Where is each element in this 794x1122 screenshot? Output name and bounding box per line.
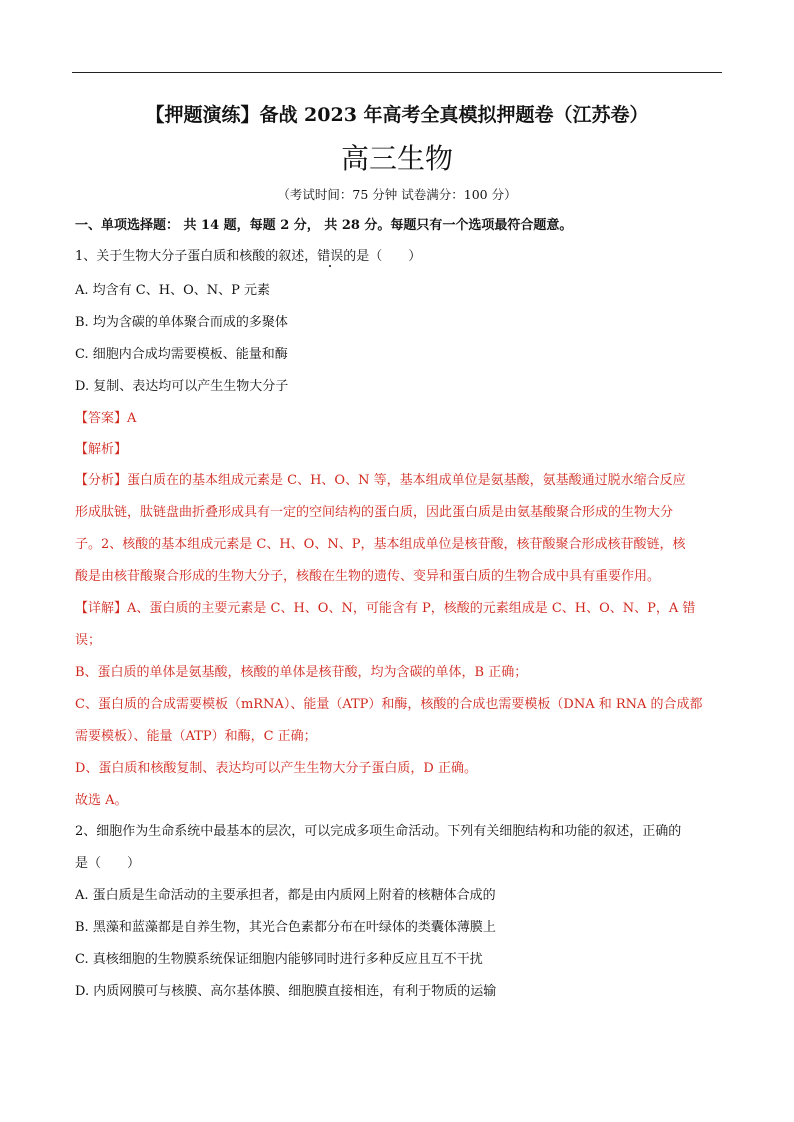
question-1-option-b: B. 均为含碳的单体聚合而成的多聚体 bbox=[75, 315, 288, 330]
explanation-line: D、蛋白质和核酸复制、表达均可以产生生物大分子蛋白质，D 正确。 bbox=[75, 761, 477, 776]
question-2-stem: 是（ ） bbox=[75, 856, 141, 871]
question-2-stem: 2、细胞作为生命系统中最基本的层次，可以完成多项生命活动。下列有关细胞结构和功能的叙述，正确的 bbox=[75, 824, 682, 839]
section-heading: 一、单项选择题： 共 14 题，每题 2 分， 共 28 分。每题只有一个选项最符合题意。 bbox=[75, 218, 573, 233]
question-2-option-a: A. 蛋白质是生命活动的主要承担者，都是由内质网上附着的核糖体合成的 bbox=[75, 888, 496, 903]
question-1-option-d: D. 复制、表达均可以产生生物大分子 bbox=[75, 379, 289, 394]
question-1-stem-end: 的是（ ） bbox=[343, 249, 422, 264]
question-2-option-c: C. 真核细胞的生物膜系统保证细胞内能够同时进行多种反应且互不干扰 bbox=[75, 952, 483, 967]
exam-title: 【押题演练】备战 2023 年高考全真模拟押题卷（江苏卷） bbox=[145, 104, 649, 126]
explanation-line: B、蛋白质的单体是氨基酸，核酸的单体是核苷酸，均为含碳的单体，B 正确； bbox=[75, 665, 528, 680]
explanation-line: C、蛋白质的合成需要模板（mRNA）、能量（ATP）和酶，核酸的合成也需要模板（DNA 和 RNA 的合成都 bbox=[75, 697, 703, 712]
answer-label: 【答案】A bbox=[75, 411, 137, 426]
analysis-label: 【解析】 bbox=[75, 442, 128, 457]
question-1-stem-start: 1、关于生物大分子蛋白质和核酸的叙述， bbox=[75, 249, 318, 264]
header-rule bbox=[72, 72, 722, 73]
explanation-line: 酸是由核苷酸聚合形成的生物大分子，核酸在生物的遗传、变异和蛋白质的生物合成中具有重要作用。 bbox=[75, 569, 661, 584]
question-1-option-c: C. 细胞内合成均需要模板、能量和酶 bbox=[75, 347, 288, 362]
explanation-line: 形成肽链，肽链盘曲折叠形成具有一定的空间结构的蛋白质，因此蛋白质是由氨基酸聚合形成的生物大分 bbox=[75, 505, 674, 520]
subject-title: 高三生物 bbox=[340, 142, 453, 175]
question-1-emphasis: 错误 bbox=[317, 249, 344, 264]
explanation-line: 【分析】蛋白质在的基本组成元素是 C、H、O、N 等，基本组成单位是氨基酸，氨基酸通过脱水缩合反应 bbox=[75, 473, 686, 488]
explanation-line: 需要模板）、能量（ATP）和酶，C 正确； bbox=[75, 729, 317, 744]
question-1-option-a: A. 均含有 C、H、O、N、P 元素 bbox=[75, 283, 270, 298]
conclusion-line: 故选 A。 bbox=[75, 793, 128, 808]
explanation-line: 误； bbox=[75, 633, 102, 648]
explanation-line: 【详解】A、蛋白质的主要元素是 C、H、O、N，可能含有 P，核酸的元素组成是 C、H、O、N、P，A 错 bbox=[75, 601, 696, 616]
question-2-option-d: D. 内质网膜可与核膜、高尔基体膜、细胞膜直接相连，有利于物质的运输 bbox=[75, 984, 497, 999]
explanation-line: 子。2、核酸的基本组成元素是 C、H、O、N、P，基本组成单位是核苷酸，核苷酸聚合形成核苷酸链，核 bbox=[75, 537, 686, 552]
question-2-option-b: B. 黑藻和蓝藻都是自养生物，其光合色素都分布在叶绿体的类囊体薄膜上 bbox=[75, 920, 496, 935]
exam-info: （考试时间：75 分钟 试卷满分：100 分） bbox=[277, 187, 517, 202]
question-1-stem bbox=[75, 248, 725, 266]
